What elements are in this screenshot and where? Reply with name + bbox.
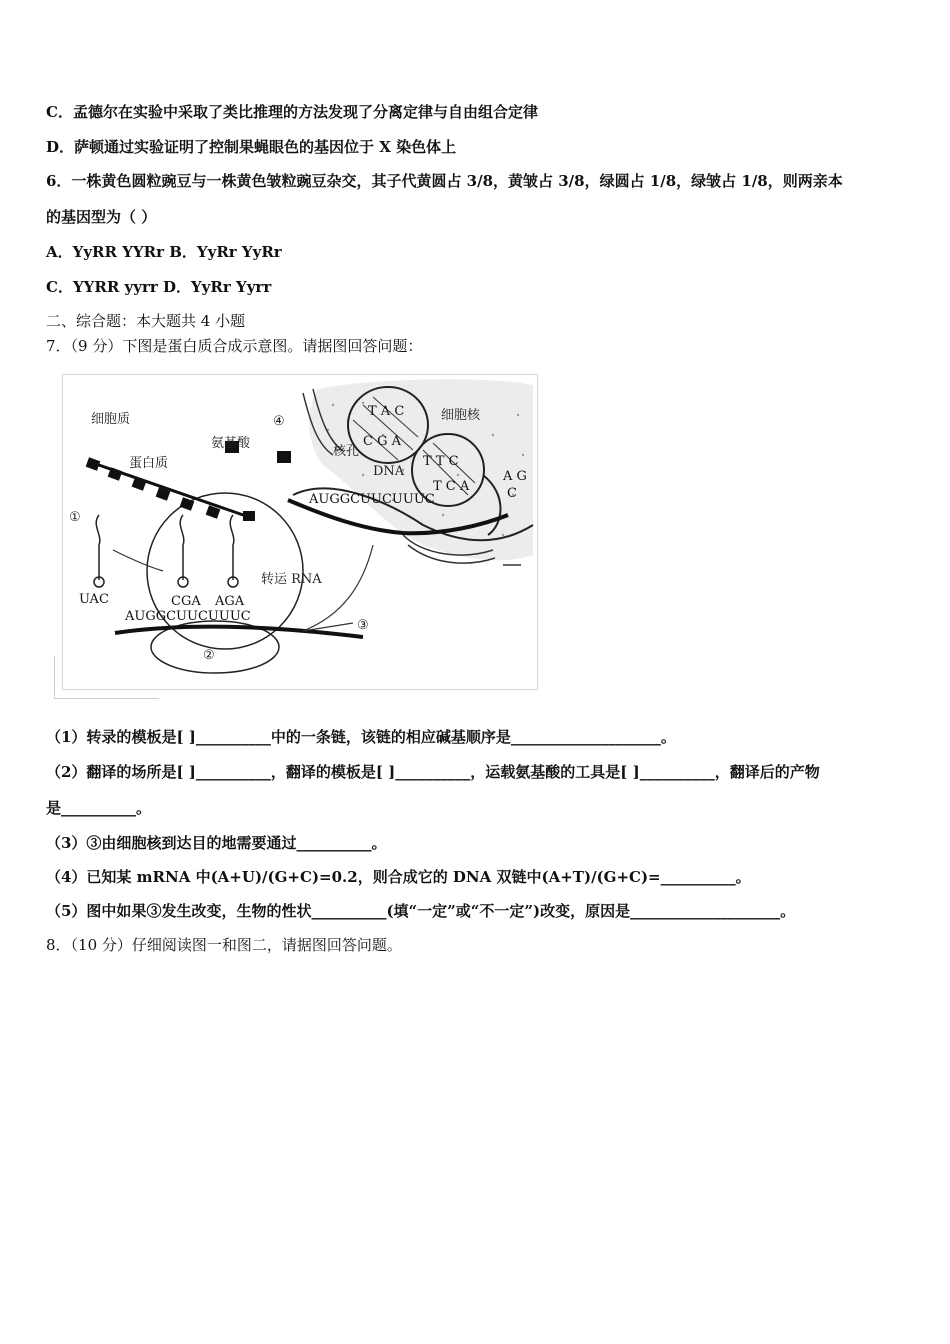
question-6-stem: 6．一株黄色圆粒豌豆与一株黄色皱粒豌豆杂交，其子代黄圆占 3/8，黄皱占 3/8，绿圆占 1/8，绿皱占 1/8，则两亲本 (46, 172, 843, 190)
question-7-part-2: （2）翻译的场所是[ ]__________，翻译的模板是[ ]__________，运载氨基酸的工具是[ ]__________，翻译后的产物 (46, 763, 820, 781)
label-dna: DNA (373, 464, 405, 479)
option-d-line: D．萨顿通过实验证明了控制果蝇眼色的基因位于 X 染色体上 (46, 138, 457, 156)
marker-3: ③ (357, 618, 369, 633)
label-protein: 蛋白质 (129, 456, 169, 471)
protein-synthesis-diagram (62, 374, 538, 690)
svg-text:A G: A G (503, 469, 527, 484)
question-6-options-cd: C．YYRR yyrr D．YyRr Yyrr (46, 278, 272, 296)
svg-text:T C A: T C A (433, 479, 470, 494)
svg-text:T T C: T T C (423, 454, 459, 469)
section-heading: 二、综合题：本大题共 4 小题 (46, 312, 246, 330)
trna-anticodon-b: AGA (215, 594, 245, 609)
ribosome-mrna-bases: AUGGCUUCUUUC (125, 609, 251, 624)
label-amino-acid: 氨基酸 (211, 436, 251, 451)
free-trna-anticodon: UAC (79, 592, 109, 607)
marker-1: ① (69, 510, 81, 525)
question-8-stem: 8．（10 分）仔细阅读图一和图二，请据图回答问题。 (46, 936, 402, 954)
svg-text:T A C: T A C (368, 404, 405, 419)
option-c-line: C．孟德尔在实验中采取了类比推理的方法发现了分离定律与自由组合定律 (46, 103, 538, 121)
svg-text:C: C (507, 486, 517, 501)
question-7-part-2-cont: 是__________。 (46, 799, 152, 817)
question-7-part-1: （1）转录的模板是[ ]__________中的一条链，该链的相应碱基顺序是____________________。 (46, 728, 676, 746)
trna-anticodon-a: CGA (171, 594, 201, 609)
label-nuclear-pore: 核孔 (333, 444, 360, 459)
label-cytoplasm: 细胞质 (91, 412, 131, 427)
svg-text:C G A: C G A (363, 434, 401, 449)
question-7-part-5: （5）图中如果③发生改变，生物的性状__________(填“一定”或“不一定”)改变，原因是____________________。 (46, 902, 796, 920)
question-6-options-ab: A．YyRR YYRr B．YyRr YyRr (46, 243, 282, 261)
question-7-stem: 7．（9 分）下图是蛋白质合成示意图。请据图回答问题： (46, 337, 423, 355)
question-7-part-4: （4）已知某 mRNA 中(A+U)/(G+C)=0.2，则合成它的 DNA 双链中(A+T)/(G+C)=__________。 (46, 868, 751, 886)
marker-4: ④ (273, 414, 285, 429)
label-trna: 转运 RNA (261, 572, 322, 587)
nuclear-mrna-bases: AUGGCUUCUUUC (309, 492, 435, 507)
question-7-part-3: （3）③由细胞核到达目的地需要通过__________。 (46, 834, 387, 852)
marker-2: ② (203, 648, 215, 663)
question-6-stem-cont: 的基因型为（ ） (46, 208, 157, 226)
label-nucleus: 细胞核 (441, 408, 481, 423)
